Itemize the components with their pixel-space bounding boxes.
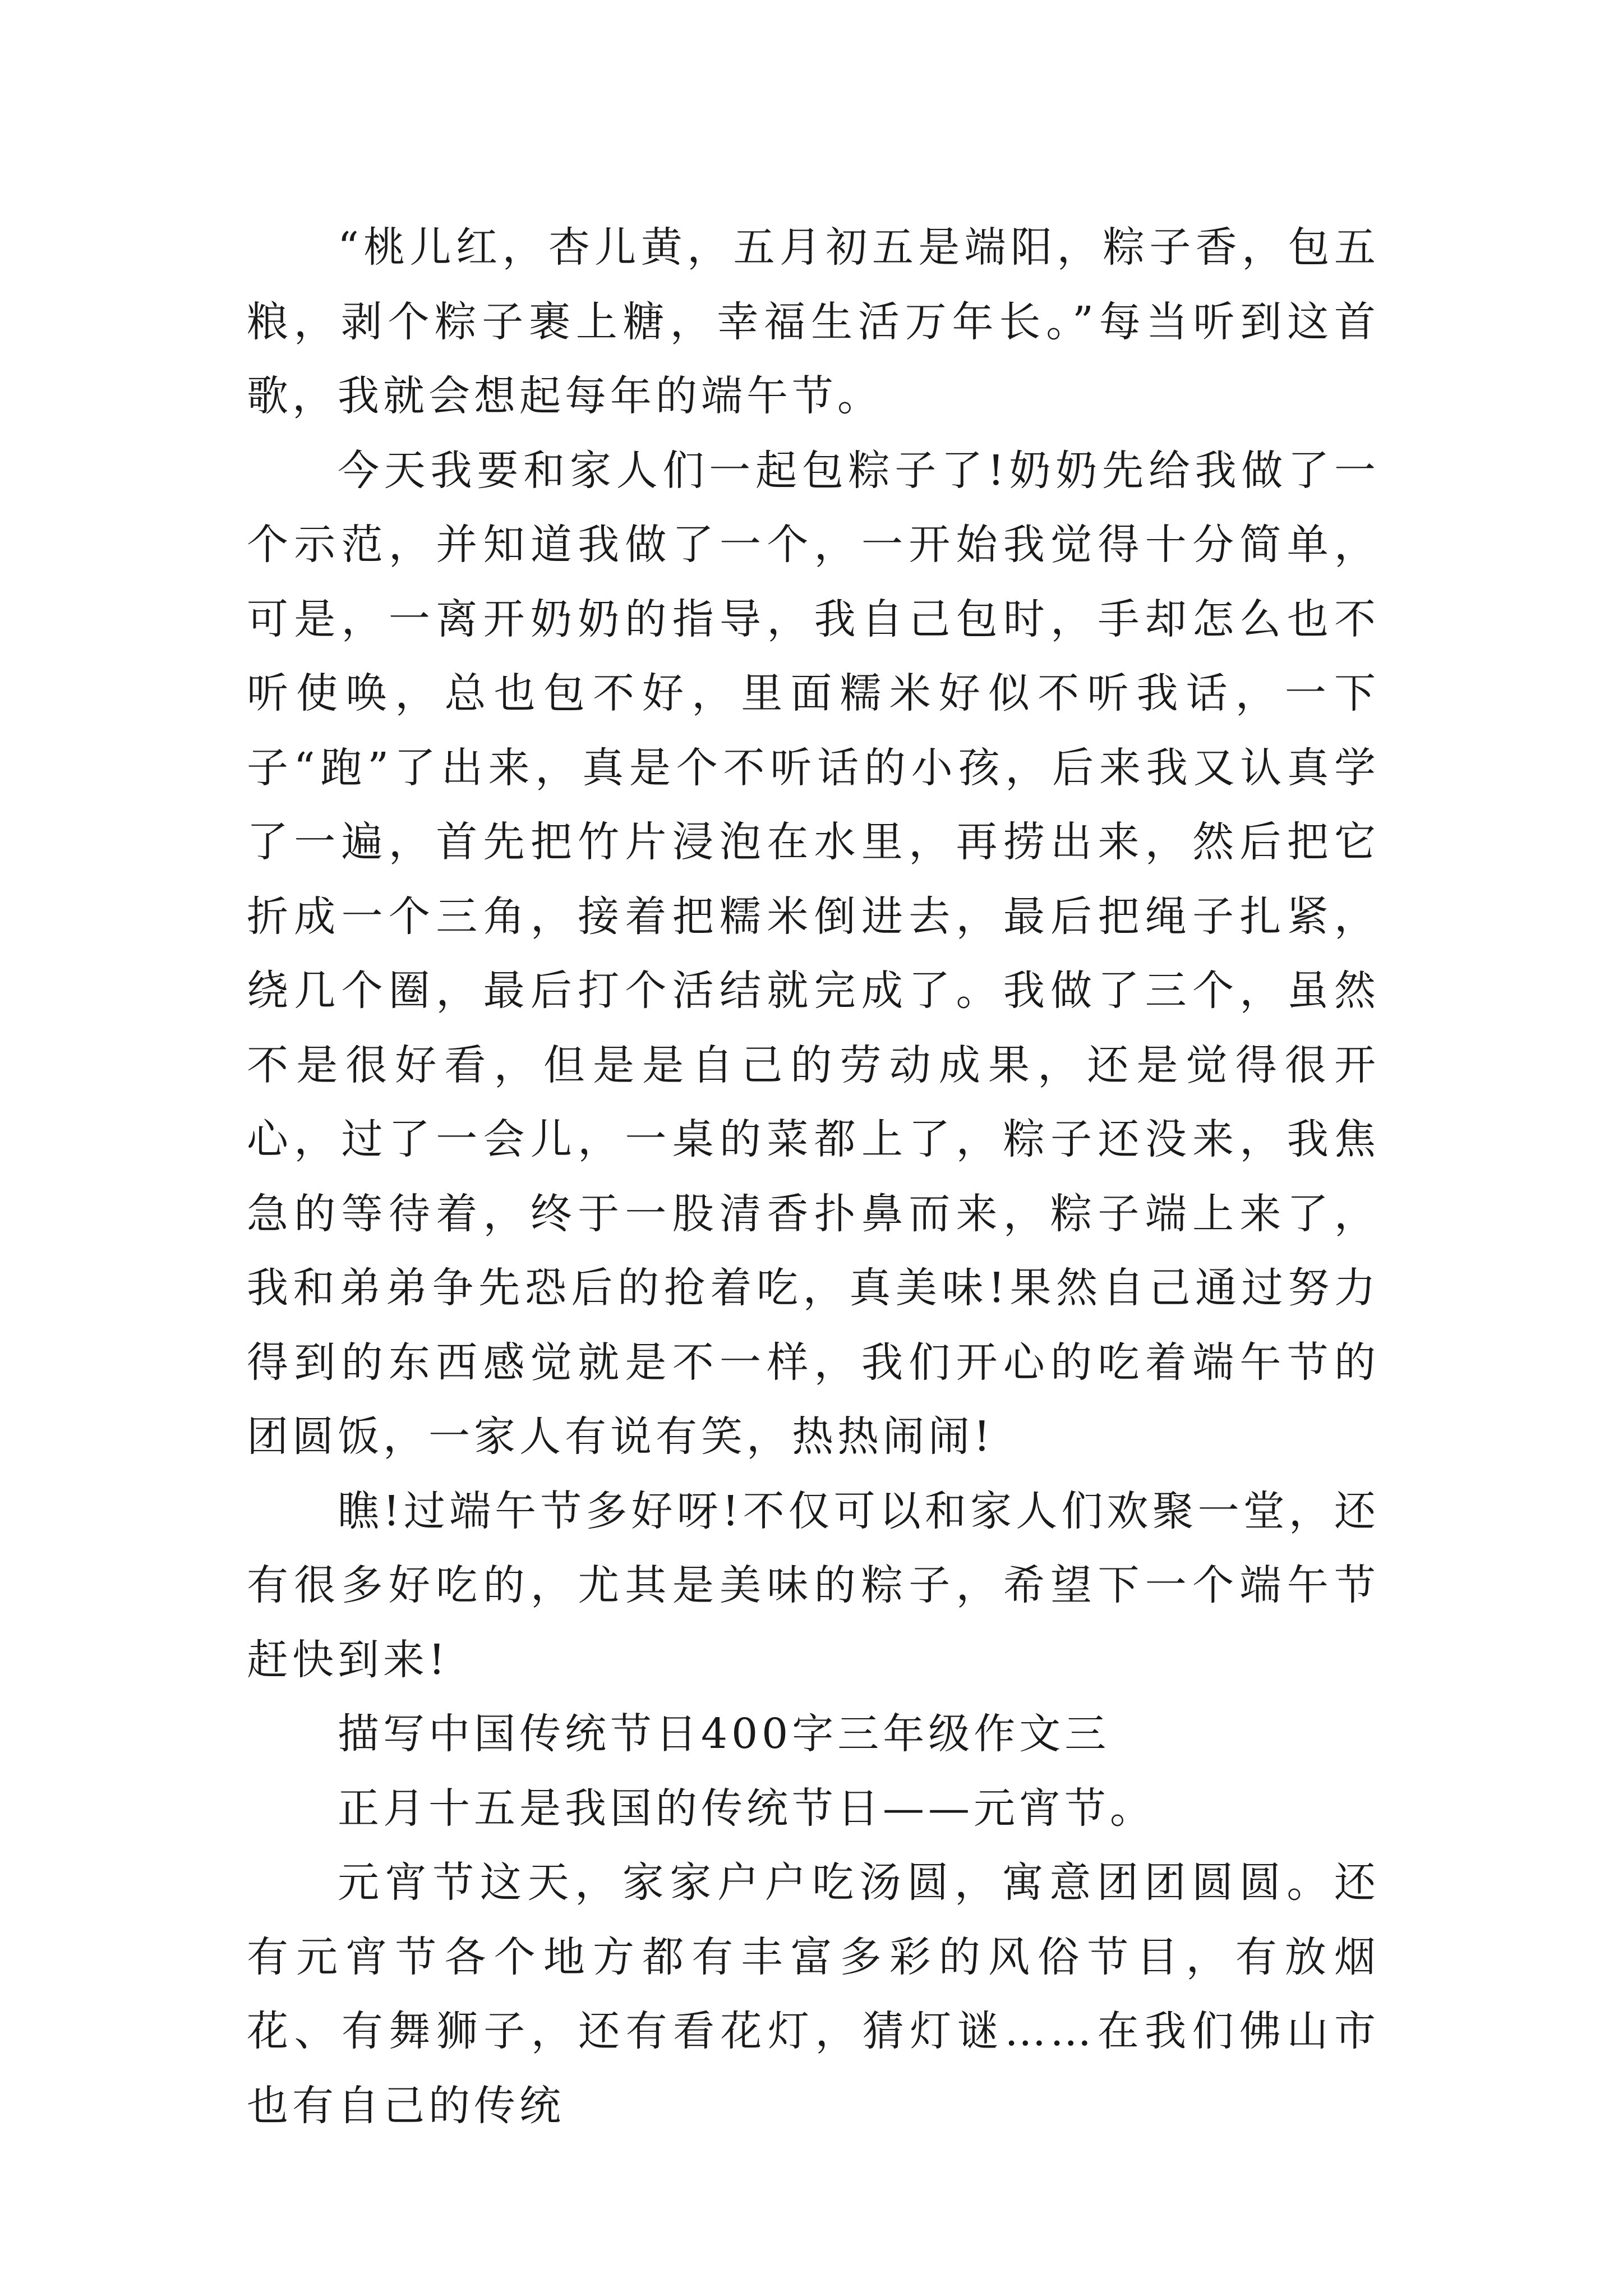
paragraph-lantern-customs: 元宵节这天，家家户户吃汤圆，寓意团团圆圆。还有元宵节各个地方都有丰富多彩的风俗节目，有放烟花、有舞狮子，还有看花灯，猜灯谜……在我们佛山市也有自己的传统 bbox=[247, 1858, 1380, 2130]
paragraph-lantern-intro: 正月十五是我国的传统节日——元宵节。 bbox=[338, 1784, 1155, 1833]
paragraph-making-zongzi: 今天我要和家人们一起包粽子了!奶奶先给我做了一个示范，并知道我做了一个，一开始我觉得十分简单，可是，一离开奶奶的指导，我自己包时，手却怎么也不听使唤，总也包不好，里面糯米好似不听我话，一下子“跑”了出来，真是个不听话的小孩，后来我又认真学了一遍，首先把竹片浸泡在水里，再捞出来，然后把它折成一个三角，接着把糯米倒进去，最后把绳子扎紧，绕几个圈，最后打个活结就完成了。我做了三个，虽然不是很好看，但是是自己的劳动成果，还是觉得很开心，过了一会儿，一桌的菜都上了，粽子还没来，我焦急的等待着，终于一股清香扑鼻而来，粽子端上来了，我和弟弟争先恐后的抢着吃，真美味!果然自己通过努力得到的东西感觉就是不一样，我们开心的吃着端午节的团圆饭，一家人有说有笑，热热闹闹! bbox=[247, 446, 1380, 1461]
document-body bbox=[247, 210, 1380, 2143]
paragraph-conclusion: 瞧!过端午节多好呀!不仅可以和家人们欢聚一堂，还有很多好吃的，尤其是美味的粽子，希望下一个端午节赶快到来! bbox=[247, 1487, 1380, 1684]
paragraph-intro: “桃儿红，杏儿黄，五月初五是端阳，粽子香，包五粮，剥个粽子裹上糖，幸福生活万年长。”每当听到这首歌，我就会想起每年的端午节。 bbox=[247, 223, 1380, 420]
section-title: 描写中国传统节日400字三年级作文三 bbox=[338, 1710, 1110, 1758]
